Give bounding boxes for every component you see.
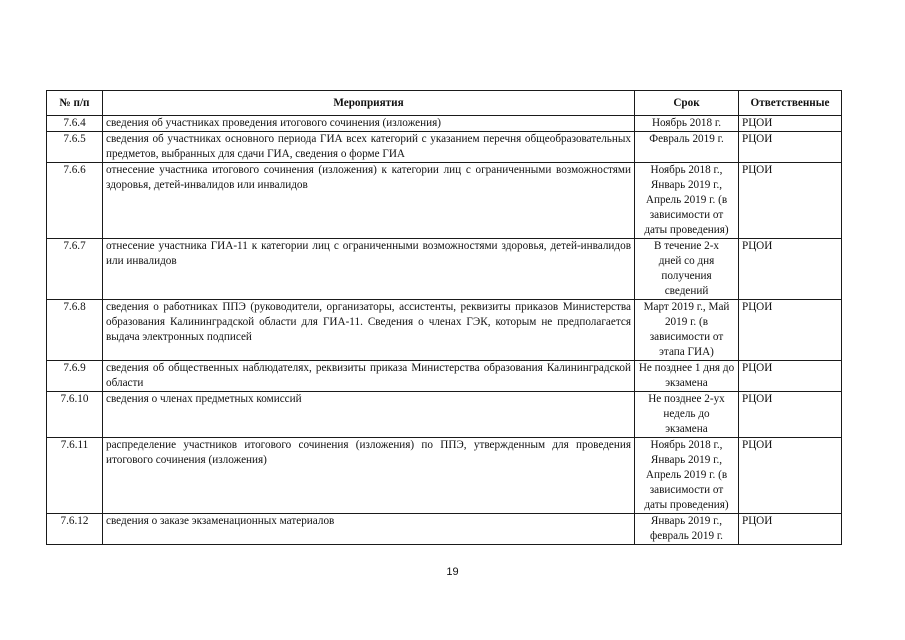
row-event: распределение участников итогового сочинения (изложения) по ППЭ, утвержденным для проведения итогового сочинения (изложения) <box>103 438 635 514</box>
table-header-row <box>47 91 842 116</box>
row-term: Февраль 2019 г. <box>635 132 739 163</box>
row-event: сведения о работниках ППЭ (руководители, организаторы, ассистенты, реквизиты приказов Министерства образования Калининградской области для ГИА-11. Сведения о членах ГЭК, которым не предполагается выдача электронных подписей <box>103 300 635 361</box>
page-number: 19 <box>446 566 459 578</box>
row-term: Ноябрь 2018 г. <box>635 116 739 132</box>
row-number: 7.6.11 <box>47 438 103 514</box>
row-responsible: РЦОИ <box>739 132 842 163</box>
header-term: Срок <box>635 91 739 116</box>
row-responsible: РЦОИ <box>739 239 842 300</box>
table-row <box>47 132 842 163</box>
row-responsible: РЦОИ <box>739 438 842 514</box>
table-row <box>47 392 842 438</box>
row-term: Не позднее 1 дня до экзамена <box>635 361 739 392</box>
row-responsible: РЦОИ <box>739 116 842 132</box>
row-event: отнесение участника итогового сочинения (изложения) к категории лиц с ограниченными возможностями здоровья, детей-инвалидов или инвалидов <box>103 163 635 239</box>
row-number: 7.6.4 <box>47 116 103 132</box>
row-term: Не позднее 2-ух недель до экзамена <box>635 392 739 438</box>
row-event: сведения об участниках проведения итогового сочинения (изложения) <box>103 116 635 132</box>
table-row <box>47 116 842 132</box>
row-responsible: РЦОИ <box>739 361 842 392</box>
header-num: № п/п <box>47 91 103 116</box>
row-term: Ноябрь 2018 г., Январь 2019 г., Апрель 2019 г. (в зависимости от даты проведения) <box>635 438 739 514</box>
table-row <box>47 239 842 300</box>
table-row <box>47 163 842 239</box>
row-event: сведения о заказе экзаменационных материалов <box>103 514 635 545</box>
header-event: Мероприятия <box>103 91 635 116</box>
row-event: отнесение участника ГИА-11 к категории лиц с ограниченными возможностями здоровья, детей-инвалидов или инвалидов <box>103 239 635 300</box>
row-term: Январь 2019 г., февраль 2019 г. <box>635 514 739 545</box>
row-number: 7.6.7 <box>47 239 103 300</box>
row-event: сведения о членах предметных комиссий <box>103 392 635 438</box>
table-row <box>47 300 842 361</box>
schedule-table <box>46 90 842 545</box>
row-number: 7.6.6 <box>47 163 103 239</box>
row-event: сведения об участниках основного периода ГИА всех категорий с указанием перечня общеобразовательных предметов, выбранных для сдачи ГИА, сведения о форме ГИА <box>103 132 635 163</box>
table-row <box>47 514 842 545</box>
row-number: 7.6.8 <box>47 300 103 361</box>
row-responsible: РЦОИ <box>739 300 842 361</box>
row-number: 7.6.10 <box>47 392 103 438</box>
row-responsible: РЦОИ <box>739 392 842 438</box>
row-responsible: РЦОИ <box>739 514 842 545</box>
row-number: 7.6.9 <box>47 361 103 392</box>
table-row <box>47 438 842 514</box>
row-number: 7.6.5 <box>47 132 103 163</box>
row-number: 7.6.12 <box>47 514 103 545</box>
row-term: Март 2019 г., Май 2019 г. (в зависимости от этапа ГИА) <box>635 300 739 361</box>
row-term: Ноябрь 2018 г., Январь 2019 г., Апрель 2019 г. (в зависимости от даты проведения) <box>635 163 739 239</box>
row-term: В течение 2-х дней со дня получения сведений <box>635 239 739 300</box>
row-event: сведения об общественных наблюдателях, реквизиты приказа Министерства образования Калининградской области <box>103 361 635 392</box>
header-responsible: Ответственные <box>739 91 842 116</box>
row-responsible: РЦОИ <box>739 163 842 239</box>
table-row <box>47 361 842 392</box>
